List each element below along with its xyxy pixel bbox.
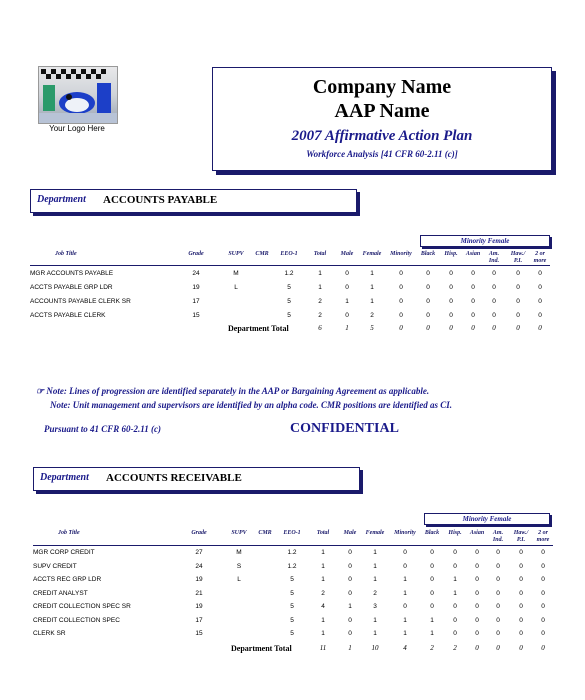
column-header-text: Am. — [488, 251, 500, 257]
table-cell-female: 1 — [370, 270, 374, 277]
table-cell-hisp: 0 — [453, 562, 457, 570]
table-cell-supv: M — [236, 549, 242, 556]
table-cell-am-ind: 0 — [496, 603, 500, 610]
table-cell-grade: 15 — [192, 312, 200, 319]
total-cell-am-ind: 0 — [496, 644, 500, 652]
note-line-1: ☞ Note: Lines of progression are identified separately in the AAP or Bargaining Agreement as applicable. — [36, 386, 430, 396]
column-header-male — [336, 530, 364, 537]
column-header-text: 2 or — [535, 251, 545, 257]
table-cell-total: 1 — [318, 284, 322, 291]
table-cell-asian: 0 — [475, 549, 479, 556]
table-cell-male: 0 — [348, 562, 352, 570]
table-cell-grade: 24 — [195, 562, 203, 570]
table-cell-male: 0 — [345, 312, 349, 319]
table-cell-black: 0 — [426, 312, 430, 319]
job-title-cell: CLERK SR — [33, 630, 66, 637]
column-header-male — [333, 251, 361, 258]
table-cell-two-or-more: 0 — [541, 630, 545, 637]
table-cell-female: 3 — [373, 603, 377, 610]
table-cell-total: 2 — [318, 298, 322, 305]
table-cell-haw-pi: 0 — [516, 284, 520, 291]
table-cell-eeo1: 5 — [290, 603, 294, 610]
job-title-cell: MGR ACCOUNTS PAYABLE — [30, 270, 114, 277]
column-header-minority — [387, 251, 415, 258]
table-cell-supv: S — [236, 562, 242, 570]
table-cell-total: 4 — [321, 603, 325, 610]
column-header-text: Total — [316, 530, 330, 536]
table-cell-total: 1 — [321, 576, 325, 583]
column-header-minority — [391, 530, 419, 537]
table-cell-asian: 0 — [475, 562, 479, 570]
column-header-job-title: Job Title — [55, 251, 77, 257]
column-header-text: SUPV — [228, 251, 244, 257]
table-cell-black: 1 — [430, 630, 434, 637]
column-header-text: Black — [424, 530, 440, 536]
total-cell-two-or-more: 0 — [541, 644, 545, 652]
table-cell-minority: 1 — [403, 616, 407, 624]
table-cell-asian: 0 — [471, 312, 475, 319]
minority-female-header: Minority Female — [420, 235, 550, 247]
table-cell-hisp: 0 — [449, 284, 453, 291]
table-cell-black: 1 — [430, 616, 434, 624]
column-header-text: Asian — [465, 251, 481, 257]
plan-subtitle: Workforce Analysis [41 CFR 60-2.11 (c)] — [306, 149, 458, 159]
column-header-text: Female — [365, 530, 385, 536]
department-name: ACCOUNTS PAYABLE — [103, 194, 218, 206]
table-cell-minority: 0 — [399, 298, 403, 305]
total-cell-asian: 0 — [471, 324, 475, 332]
table-cell-am-ind: 0 — [496, 589, 500, 597]
table-cell-minority: 0 — [399, 312, 403, 319]
table-cell-eeo1: 5 — [290, 589, 294, 597]
table-cell-am-ind: 0 — [492, 284, 496, 291]
column-header-text: Male — [340, 251, 354, 257]
total-cell-male: 1 — [348, 644, 352, 652]
table-cell-minority: 1 — [403, 589, 407, 597]
table-cell-haw-pi: 0 — [519, 603, 523, 610]
job-title-cell: ACCTS PAYABLE GRP LDR — [30, 284, 113, 291]
table-cell-minority: 0 — [399, 284, 403, 291]
total-cell-haw-pi: 0 — [516, 324, 520, 332]
table-cell-am-ind: 0 — [492, 270, 496, 277]
table-cell-haw-pi: 0 — [519, 616, 523, 624]
table-cell-grade: 19 — [192, 284, 200, 291]
table-cell-asian: 0 — [471, 298, 475, 305]
table-cell-supv: M — [233, 270, 239, 277]
table-cell-minority: 0 — [399, 270, 403, 277]
table-cell-female: 1 — [373, 616, 377, 624]
column-header-two-or-more — [526, 251, 554, 265]
total-cell-asian: 0 — [475, 644, 479, 652]
column-header-two-or-more — [529, 530, 557, 544]
table-cell-black: 0 — [430, 589, 434, 597]
column-header-cmr — [248, 251, 276, 258]
table-cell-two-or-more: 0 — [538, 298, 542, 305]
column-header-supv — [225, 530, 253, 537]
table-cell-grade: 21 — [195, 589, 203, 597]
table-cell-male: 1 — [348, 603, 352, 610]
table-cell-grade: 15 — [195, 630, 203, 637]
department-label: Department — [40, 472, 89, 483]
table-cell-eeo1: 5 — [287, 284, 291, 291]
column-header-grade — [182, 251, 210, 258]
total-cell-black: 0 — [426, 324, 430, 332]
column-header-total — [306, 251, 334, 258]
table-cell-haw-pi: 0 — [519, 630, 523, 637]
table-cell-female: 1 — [373, 549, 377, 556]
table-cell-male: 0 — [348, 549, 352, 556]
table-cell-haw-pi: 0 — [516, 298, 520, 305]
column-header-text: Haw./ — [510, 251, 526, 257]
table-cell-male: 1 — [345, 298, 349, 305]
table-cell-eeo1: 5 — [290, 630, 294, 637]
table-cell-two-or-more: 0 — [541, 549, 545, 556]
job-title-cell: CREDIT COLLECTION SPEC — [33, 616, 120, 624]
column-header-text: Minority — [390, 251, 412, 257]
table-cell-two-or-more: 0 — [538, 270, 542, 277]
table-cell-two-or-more: 0 — [541, 562, 545, 570]
table-cell-supv: L — [237, 576, 241, 583]
table-cell-eeo1: 5 — [290, 576, 294, 583]
table-cell-haw-pi: 0 — [519, 589, 523, 597]
column-header-text: Asian — [469, 530, 485, 536]
table-cell-black: 0 — [430, 549, 434, 556]
column-header-text: 2 or — [538, 530, 548, 536]
table-cell-male: 0 — [345, 270, 349, 277]
job-title-cell: CREDIT COLLECTION SPEC SR — [33, 603, 131, 610]
section2-header-rule — [33, 545, 553, 546]
column-header-text: P.I. — [513, 258, 523, 264]
table-cell-black: 0 — [430, 562, 434, 570]
table-cell-asian: 0 — [475, 576, 479, 583]
table-cell-am-ind: 0 — [496, 630, 500, 637]
column-header-text: Haw./ — [513, 530, 529, 536]
table-cell-am-ind: 0 — [496, 562, 500, 570]
logo-caption: Your Logo Here — [49, 124, 105, 133]
confidential-label: CONFIDENTIAL — [290, 421, 399, 436]
table-cell-am-ind: 0 — [496, 576, 500, 583]
report-header — [212, 67, 552, 171]
note-line-2: Note: Unit management and supervisors are identified by an alpha code. CMR positions are identified as CI. — [50, 400, 453, 410]
table-cell-female: 1 — [373, 576, 377, 583]
department-header-accounts-payable — [30, 189, 357, 213]
total-cell-female: 10 — [371, 644, 379, 652]
table-cell-male: 0 — [348, 630, 352, 637]
table-cell-minority: 1 — [403, 576, 407, 583]
table-cell-grade: 27 — [195, 549, 203, 556]
table-cell-female: 1 — [373, 630, 377, 637]
table-cell-haw-pi: 0 — [519, 576, 523, 583]
total-cell-two-or-more: 0 — [538, 324, 542, 332]
column-header-job-title: Job Title — [58, 530, 80, 536]
pointing-hand-icon: ☞ — [36, 386, 45, 396]
table-cell-total: 1 — [318, 270, 322, 277]
column-header-female — [361, 530, 389, 537]
table-cell-male: 0 — [348, 616, 352, 624]
table-cell-asian: 0 — [475, 630, 479, 637]
column-header-text: Ind. — [492, 537, 504, 543]
column-header-text: SUPV — [231, 530, 247, 536]
column-header-text: Ind. — [488, 258, 500, 264]
table-cell-black: 0 — [430, 603, 434, 610]
total-cell-minority: 0 — [399, 324, 403, 332]
table-cell-minority: 0 — [403, 603, 407, 610]
logo-graphic-icon — [39, 67, 117, 123]
table-cell-eeo1: 1.2 — [287, 549, 297, 556]
table-cell-haw-pi: 0 — [519, 562, 523, 570]
column-header-text: more — [536, 537, 550, 543]
department-header-accounts-receivable — [33, 467, 360, 491]
total-cell-hisp: 0 — [449, 324, 453, 332]
table-cell-total: 1 — [321, 616, 325, 624]
table-cell-hisp: 0 — [453, 549, 457, 556]
table-cell-two-or-more: 0 — [541, 576, 545, 583]
table-cell-asian: 0 — [471, 270, 475, 277]
table-cell-female: 2 — [370, 312, 374, 319]
table-cell-hisp: 1 — [453, 576, 457, 583]
table-cell-female: 1 — [373, 562, 377, 570]
table-cell-grade: 19 — [195, 603, 203, 610]
column-header-text: P.I. — [516, 537, 526, 543]
job-title-cell: ACCOUNTS PAYABLE CLERK SR — [30, 298, 131, 305]
job-title-cell: MGR CORP CREDIT — [33, 549, 95, 556]
table-cell-male: 0 — [345, 284, 349, 291]
total-cell-hisp: 2 — [453, 644, 457, 652]
table-cell-grade: 24 — [192, 270, 200, 277]
table-cell-black: 0 — [426, 270, 430, 277]
job-title-cell: ACCTS PAYABLE CLERK — [30, 312, 106, 319]
table-cell-eeo1: 5 — [290, 616, 294, 624]
table-cell-grade: 19 — [195, 576, 203, 583]
total-cell-male: 1 — [345, 324, 349, 332]
table-cell-grade: 17 — [192, 298, 200, 305]
table-cell-two-or-more: 0 — [538, 312, 542, 319]
table-cell-am-ind: 0 — [492, 298, 496, 305]
column-header-grade — [185, 530, 213, 537]
total-cell-black: 2 — [430, 644, 434, 652]
table-cell-hisp: 0 — [453, 616, 457, 624]
table-cell-asian: 0 — [471, 284, 475, 291]
table-cell-two-or-more: 0 — [541, 589, 545, 597]
section1-header-rule — [30, 265, 550, 266]
column-header-text: Grade — [191, 530, 207, 536]
table-cell-hisp: 0 — [449, 312, 453, 319]
table-cell-total: 2 — [321, 589, 325, 597]
table-cell-grade: 17 — [195, 616, 203, 624]
table-cell-minority: 1 — [403, 630, 407, 637]
table-cell-am-ind: 0 — [492, 312, 496, 319]
table-cell-hisp: 0 — [449, 270, 453, 277]
table-cell-eeo1: 1.2 — [284, 270, 294, 277]
table-cell-am-ind: 0 — [496, 549, 500, 556]
table-cell-asian: 0 — [475, 589, 479, 597]
table-cell-haw-pi: 0 — [519, 549, 523, 556]
company-logo — [38, 66, 118, 124]
department-name: ACCOUNTS RECEIVABLE — [106, 472, 242, 484]
table-cell-female: 1 — [370, 284, 374, 291]
table-cell-hisp: 0 — [449, 298, 453, 305]
job-title-cell: SUPV CREDIT — [33, 562, 77, 570]
table-cell-eeo1: 5 — [287, 312, 291, 319]
table-cell-supv: L — [234, 284, 238, 291]
table-cell-male: 0 — [348, 589, 352, 597]
total-cell-minority: 4 — [403, 644, 407, 652]
table-cell-total: 1 — [321, 630, 325, 637]
column-header-text: Hisp. — [448, 530, 462, 536]
column-header-eeo1 — [275, 251, 303, 258]
table-cell-asian: 0 — [475, 603, 479, 610]
department-total-label: Department Total — [231, 644, 292, 653]
table-cell-hisp: 0 — [453, 603, 457, 610]
column-header-text: Minority — [394, 530, 416, 536]
table-cell-total: 2 — [318, 312, 322, 319]
table-cell-two-or-more: 0 — [538, 284, 542, 291]
column-header-text: Black — [420, 251, 436, 257]
column-header-supv — [222, 251, 250, 258]
aap-name: AAP Name — [334, 100, 430, 122]
table-cell-two-or-more: 0 — [541, 616, 545, 624]
total-cell-total: 6 — [318, 324, 322, 332]
column-header-text: CMR — [258, 530, 272, 536]
column-header-text: CMR — [255, 251, 269, 257]
table-cell-male: 0 — [348, 576, 352, 583]
table-cell-hisp: 1 — [453, 589, 457, 597]
table-cell-am-ind: 0 — [496, 616, 500, 624]
table-cell-haw-pi: 0 — [516, 270, 520, 277]
department-total-label: Department Total — [228, 324, 289, 333]
column-header-text: Male — [343, 530, 357, 536]
table-cell-female: 1 — [370, 298, 374, 305]
total-cell-haw-pi: 0 — [519, 644, 523, 652]
table-cell-black: 0 — [426, 298, 430, 305]
column-header-text: Total — [313, 251, 327, 257]
column-header-text: EEO-1 — [280, 251, 298, 257]
minority-female-header: Minority Female — [424, 513, 550, 525]
column-header-eeo1 — [278, 530, 306, 537]
table-cell-asian: 0 — [475, 616, 479, 624]
table-cell-hisp: 0 — [453, 630, 457, 637]
table-cell-total: 1 — [321, 549, 325, 556]
plan-title: 2007 Affirmative Action Plan — [291, 128, 473, 144]
column-header-female — [358, 251, 386, 258]
table-cell-female: 2 — [373, 589, 377, 597]
job-title-cell: CREDIT ANALYST — [33, 589, 88, 597]
table-cell-black: 0 — [426, 284, 430, 291]
column-header-text: more — [533, 258, 547, 264]
job-title-cell: ACCTS REC GRP LDR — [33, 576, 102, 583]
table-cell-minority: 0 — [403, 549, 407, 556]
column-header-text: EEO-1 — [283, 530, 301, 536]
column-header-total — [309, 530, 337, 537]
total-cell-total: 11 — [319, 644, 327, 652]
column-header-text: Am. — [492, 530, 504, 536]
table-cell-total: 1 — [321, 562, 325, 570]
total-cell-am-ind: 0 — [492, 324, 496, 332]
column-header-cmr — [251, 530, 279, 537]
table-cell-eeo1: 5 — [287, 298, 291, 305]
pursuant-text: Pursuant to 41 CFR 60-2.11 (c) — [44, 424, 162, 434]
table-cell-black: 0 — [430, 576, 434, 583]
column-header-text: Female — [362, 251, 382, 257]
table-cell-two-or-more: 0 — [541, 603, 545, 610]
total-cell-female: 5 — [370, 324, 374, 332]
column-header-text: Hisp. — [444, 251, 458, 257]
table-cell-haw-pi: 0 — [516, 312, 520, 319]
table-cell-eeo1: 1.2 — [287, 562, 297, 570]
table-cell-minority: 0 — [403, 562, 407, 570]
column-header-text: Grade — [188, 251, 204, 257]
company-name: Company Name — [312, 76, 452, 98]
department-label: Department — [37, 194, 86, 205]
